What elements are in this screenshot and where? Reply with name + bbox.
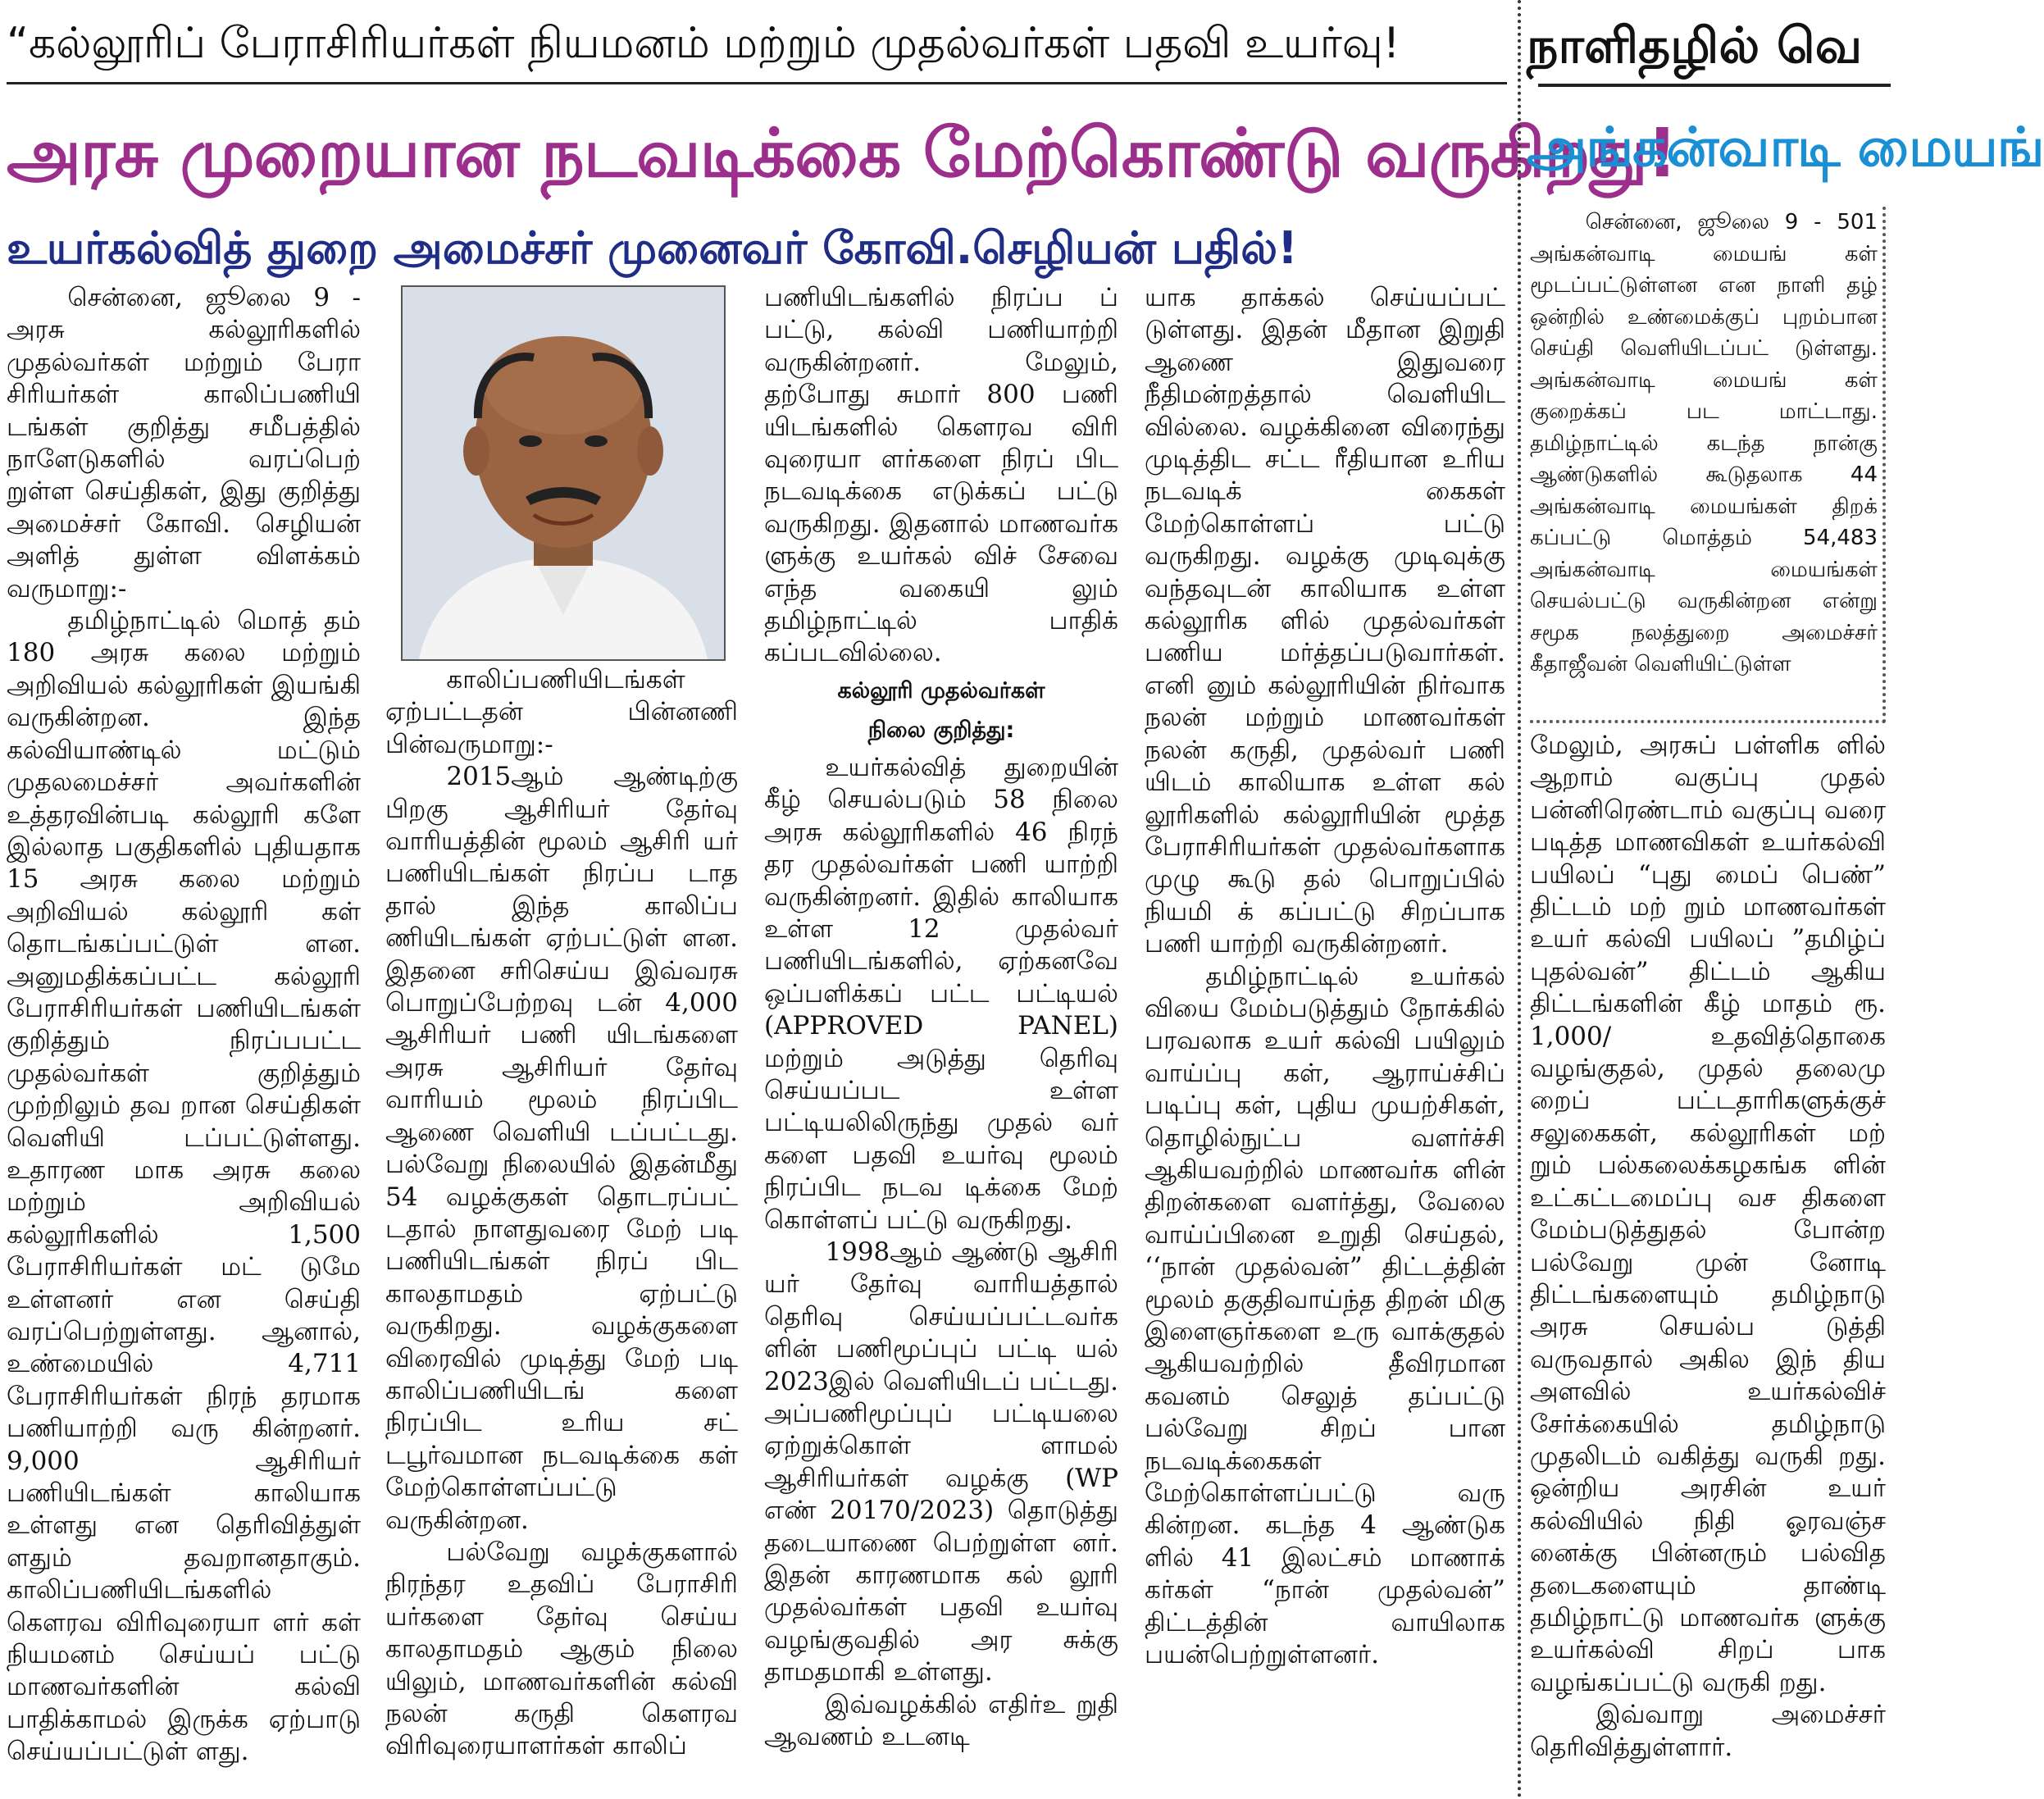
column-3 [764, 282, 1118, 1791]
col1-paragraph-2: தமிழ்நாட்டில் மொத் தம் 180 அரசு கலை மற்றும் அறிவியல் கல்லூரிகள் இயங்கி வருகின்றன. இந்த கல்வியாண்டில் மட்டும் முதலமைச்சர் அவர்களின் உத்தரவின்படி கல்லூரி களே இல்லாத பகுதிகளில் புதியதாக 15 அரசு கலை மற்றும் அறிவியல் கல்லூரி கள் தொடங்கப்பட்டுள் ளன. அனுமதிக்கப்பட்ட கல்லூரி பேராசிரியர்கள் பணியிடங்கள் குறித்தும் நிரப்பபட்ட முதல்வர்கள் குறித்தும் முற்றிலும் தவ றான செய்திகள் வெளியி டப்பட்டுள்ளது. உதாரண மாக அரசு கலை மற்றும் அறிவியல் கல்லூரிகளில் 1,500 பேராசிரியர்கள் மட் டுமே உள்ளனர் என செய்தி வரப்பெற்றுள்ளது. ஆனால், உண்மையில் 4,711 பேராசிரியர்கள் நிரந் தரமாக பணியாற்றி வரு கின்றனர். 9,000 ஆசிரியர் பணியிடங்கள் காலியாக உள்ளது என தெரிவித்துள் ளதும் தவறானதாகும். காலிப்பணியிடங்களில் கௌரவ விரிவுரையா ளர் கள் நியமனம் செய்யப் பட்டு மாணவர்களின் கல்வி பாதிக்காமல் இருக்க ஏற்பாடு செய்யப்பட்டுள் ளது. [7, 606, 361, 1767]
article-kicker: “கல்லூரிப் பேராசிரியர்கள் நியமனம் மற்றும் முதல்வர்கள் பதவி உயர்வு! [7, 19, 1400, 68]
sidebar-story-box [1530, 207, 1886, 723]
section-heading-line-2: நிலை குறித்து: [867, 717, 1015, 743]
col2-paragraph-3: பல்வேறு வழக்குகளால் நிரந்தர உதவிப் பேராசிரி யர்களை தேர்வு செய்ய காலதாமதம் ஆகும் நிலை யிலும், மாணவர்களின் கல்வி நலன் கருதி கௌரவ விரிவுரையாளர்கள் காலிப் [385, 1537, 738, 1761]
column-4 [1145, 282, 1505, 1791]
column-divider [1518, 0, 1521, 1799]
col2-paragraph-1: காலிப்பணியிடங்கள் ஏற்பட்டதன் பின்னணி பின்வருமாறு:- [385, 665, 738, 759]
kicker-rule [7, 82, 1507, 84]
col2-paragraph-2: 2015ஆம் ஆண்டிற்கு பிறகு ஆசிரியர் தேர்வு வாரியத்தின் மூலம் ஆசிரி யர் பணியிடங்கள் நிரப்ப டாத தால் இந்த காலிப்ப ணியிடங்கள் ஏற்பட்டுள் ளன. இதனை சரிசெய்ய இவ்வரசு பொறுப்பேற்றவு டன் 4,000 ஆசிரியர் பணி யிடங்களை அரசு ஆசிரியர் தேர்வு வாரியம் மூலம் நிரப்பிட ஆணை வெளியி டப்பட்டது. பல்வேறு நிலையில் இதன்மீது 54 வழக்குகள் தொடரப்பட் டதால் நாளதுவரை மேற் படி பணியிடங்கள் நிரப் பிட காலதாமதம் ஏற்பட்டு வருகிறது. வழக்குகளை விரைவில் முடித்து மேற் படி காலிப்பணியிடங் களை நிரப்பிட உரிய சட் டபூர்வமான நடவடிக்கை கள் மேற்கொள்ளப்பட்டு வருகின்றன. [385, 762, 738, 1535]
col1-paragraph-1: சென்னை, ஜூலை 9 - அரசு கல்லூரிகளில் முதல்வர்கள் மற்றும் பேரா சிரியர்கள் காலிப்பணியி டங்கள் குறித்து சமீபத்தில் நாளேடுகளில் வரப்பெற் றுள்ள செய்திகள், இது குறித்து அமைச்சர் கோவி. செழியன் அளித் துள்ள விளக்கம் வருமாறு:- [7, 283, 361, 603]
section-heading-line-1: கல்லூரி முதல்வர்கள் [837, 677, 1045, 704]
col3-paragraph-2: உயர்கல்வித் துறையின் கீழ் செயல்படும் 58 நிலை அரசு கல்லூரிகளில் 46 நிரந் தர முதல்வர்கள் பணி யாற்றி வருகின்றனர். இதில் காலியாக உள்ள 12 முதல்வர் பணியிடங்களில், ஏற்கனவே ஒப்பளிக்கப் பட்ட பட்டியல் (APPROVED PANEL) மற்றும் அடுத்து தெரிவு செய்யப்பட உள்ள பட்டியலிலிருந்து முதல் வர் களை பதவி உயர்வு மூலம் நிரப்பிட நடவ டிக்கை மேற் கொள்ளப் பட்டு வருகிறது. [764, 752, 1118, 1235]
col3-paragraph-4: இவ்வழக்கில் எதிர்உ றுதி ஆவணம் உடனடி [764, 1689, 1118, 1752]
article-subhead: உயர்கல்வித் துறை அமைச்சர் முனைவர் கோவி.செழியன் பதில்! [7, 222, 1298, 274]
col5-paragraph-1: மேலும், அரசுப் பள்ளிக ளில் ஆறாம் வகுப்பு முதல் பன்னிரெண்டாம் வகுப்பு வரை படித்த மாணவிகள் உயர்கல்வி பயிலப் “புது மைப் பெண்” திட்டம் மற் றும் மாணவர்கள் உயர் கல்வி பயிலப் ”தமிழ்ப் புதல்வன்” திட்டம் ஆகிய திட்டங்களின் கீழ் மாதம் ரூ. 1,000/ உதவித்தொகை வழங்குதல், முதல் தலைமு றைப் பட்டதாரிகளுக்குச் சலுகைகள், கல்லூரிகள் மற் றும் பல்கலைக்கழகங்க ளின் உட்கட்டமைப்பு வச திகளை மேம்படுத்துதல் போன்ற பல்வேறு முன் னோடி திட்டங்களையும் தமிழ்நாடு அரசு செயல்ப டுத்தி வருவதால் அகில இந் திய அளவில் உயர்கல்விச் சேர்க்கையில் தமிழ்நாடு முதலிடம் வகித்து வருகி றது. ஒன்றிய அரசின் உயர் கல்வியில் நிதி ஓரவஞ்ச னைக்கு பின்னரும் பல்வித தடைகளையும் தாண்டி தமிழ்நாட்டு மாணவர்க ளுக்கு உயர்கல்வி சிறப் பாக வழங்கப்பட்டு வருகி றது. [1530, 731, 1886, 1697]
article-headline: அரசு முறையான நடவடிக்கை மேற்கொண்டு வருகிறது! [7, 115, 1678, 193]
sidebar-top-heading: நாளிதழில் வெ [1527, 17, 1863, 75]
col4-paragraph-2: தமிழ்நாட்டில் உயர்கல் வியை மேம்படுத்தும் நோக்கில் பரவலாக உயர் கல்வி பயிலும் வாய்ப்பு கள், ஆராய்ச்சிப் படிப்பு கள், புதிய முயற்சிகள், தொழில்நுட்ப வளர்ச்சி ஆகியவற்றில் மாணவர்க ளின் திறன்களை வளர்த்து, வேலை வாய்ப்பினை உறுதி செய்தல், ‘‘நான் முதல்வன்” திட்டத்தின் மூலம் தகுதிவாய்ந்த திறன் மிகு இளைஞர்களை உரு வாக்குதல் ஆகியவற்றில் தீவிரமான கவனம் செலுத் தப்பட்டு பல்வேறு சிறப் பான நடவடிக்கைகள் மேற்கொள்ளப்பட்டு வரு கின்றன. கடந்த 4 ஆண்டுக ளில் 41 இலட்சம் மாணாக் கர்கள் “நான் முதல்வன்” திட்டத்தின் வாயிலாக பயன்பெற்றுள்ளனர். [1145, 961, 1505, 1670]
col3-paragraph-1: பணியிடங்களில் நிரப்ப ப் பட்டு, கல்வி பணியாற்றி வருகின்றனர். மேலும், தற்போது சுமார் 800 பணி யிடங்களில் கௌரவ விரி வுரையா ளர்களை நிரப் பிட நடவடிக்கை எடுக்கப் பட்டு வருகிறது. இதனால் மாணவர்க ளுக்கு உயர்கல் விச் சேவை எந்த வகையி லும் தமிழ்நாட்டில் பாதிக் கப்படவில்லை. [764, 283, 1118, 668]
column-1 [7, 282, 361, 1791]
col5-paragraph-2: இவ்வாறு அமைச்சர் தெரிவித்துள்ளார். [1530, 1700, 1886, 1762]
column-5 [1530, 730, 1886, 1792]
sidebar-article [1527, 0, 2044, 1799]
sidebar-box-paragraph: சென்னை, ஜூலை 9 - 501 அங்கன்வாடி மையங் கள் மூடப்பட்டுள்ளன என நாளி தழ் ஒன்றில் உண்மைக்குப் புறம்பான செய்தி வெளியிடப்பட் டுள்ளது. அங்கன்வாடி மையங் கள் குறைக்கப் பட மாட்டாது. தமிழ்நாட்டில் கடந்த நான்கு ஆண்டுகளில் கூடுதலாக 44 அங்கன்வாடி மையங்கள் திறக் கப்பட்டு மொத்தம் 54,483 அங்கன்வாடி மையங்கள் செயல்பட்டு வருகின்றன என்று சமூக நலத்துறை அமைச்சர் கீதாஜீவன் வெளியிட்டுள்ள [1530, 210, 1878, 676]
col3-paragraph-3: 1998ஆம் ஆண்டு ஆசிரி யர் தேர்வு வாரியத்தால் தெரிவு செய்யப்பட்டவர்க ளின் பணிமூப்புப் பட்டி யல் 2023இல் வெளியிடப் பட்டது. அப்பணிமூப்புப் பட்டியலை ஏற்றுக்கொள் ளாமல் ஆசிரியர்கள் வழக்கு (WP எண் 20170/2023) தொடுத்து தடையாணை பெற்றுள்ள னர். இதன் காரணமாக கல் லூரி முதல்வர்கள் பதவி உயர்வு வழங்குவதில் அர சுக்கு தாமதமாகி உள்ளது. [764, 1237, 1118, 1687]
col4-paragraph-1: யாக தாக்கல் செய்யப்பட் டுள்ளது. இதன் மீதான இறுதி ஆணை இதுவரை நீதிமன்றத்தால் வெளியிட வில்லை. வழக்கினை விரைந்து முடித்திட சட்ட ரீதியான உரிய நடவடிக் கைகள் மேற்கொள்ளப் பட்டு வருகிறது. வழக்கு முடிவுக்கு வந்தவுடன் காலியாக உள்ள கல்லூரிக ளில் முதல்வர்கள் பணிய மர்த்தப்படுவார்கள். எனி னும் கல்லூரியின் நிர்வாக நலன் மற்றும் மாணவர்கள் நலன் கருதி, முதல்வர் பணி யிடம் காலியாக உள்ள கல் லூரிகளில் கல்லூரியின் மூத்த பேராசிரியர்கள் முதல்வர்களாக முழு கூடு தல் பொறுப்பில் நியமி க் கப்பட்டு சிறப்பாக பணி யாற்றி வருகின்றனர். [1145, 283, 1505, 959]
column-2 [385, 664, 738, 1791]
sidebar-rule [1538, 84, 1891, 87]
sidebar-headline: அங்கன்வாடி மையங் [1527, 116, 2044, 179]
minister-photo [401, 285, 726, 661]
